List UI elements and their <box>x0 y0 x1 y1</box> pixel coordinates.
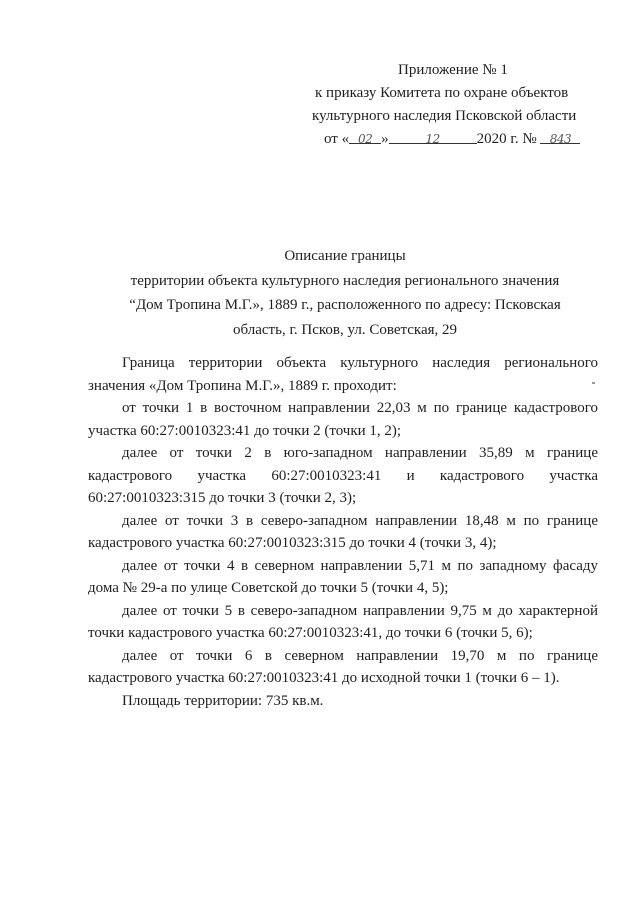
date-day-field <box>349 129 381 144</box>
paragraph-segment-4-5: далее от точки 4 в северном направлении 5,71 м по западному фасаду дома № 29-а по улице Советской до точки 5 (точки 4, 5); <box>88 557 598 596</box>
title-line-4: область, г. Псков, ул. Советская, 29 <box>232 321 457 338</box>
document-title <box>60 244 630 342</box>
title-line-1: Описание границы <box>284 248 406 264</box>
date-day-handwritten: 02 <box>357 132 373 146</box>
appendix-date-line <box>324 129 580 150</box>
document-body <box>88 352 598 712</box>
date-prefix: от « <box>324 131 350 147</box>
date-month-field <box>389 129 477 144</box>
scan-speck <box>592 382 595 384</box>
paragraph-segment-3-4: далее от точки 3 в северо-западном направлении 18,48 м по границе кадастрового участка 60:27:0010323:315 до точки 4 (точки 3, 4); <box>88 512 598 551</box>
title-line-3: “Дом Тропина М.Г.», 1889 г., расположенного по адресу: Псковская <box>129 297 561 313</box>
paragraph-segment-1-2: от точки 1 в восточном направлении 22,03 м по границе кадастрового участка 60:27:0010323:41 до точки 2 (точки 1, 2); <box>88 400 598 439</box>
title-line-2: территории объекта культурного наследия регионального значения <box>130 272 560 289</box>
paragraph-segment-2-3: далее от точки 2 в юго-западном направлении 35,89 м границе кадастрового участка 60:27:0010323:41 и кадастрового участка 60:27:0010323:315 до точки 3 (точки 2, 3); <box>88 445 598 506</box>
paragraph-intro: Граница территории объекта культурного наследия регионального значения «Дом Тропина М.Г.», 1889 г. проходит: <box>88 355 598 394</box>
paragraph-segment-5-6: далее от точки 5 в северо-западном направлении 9,75 м до характерной точки кадастрового участка 60:27:0010323:41, до точки 6 (точки 5, 6); <box>88 602 598 641</box>
date-year-number-label: 2020 г. № <box>476 131 537 147</box>
appendix-committee-line: культурного наследия Псковской области <box>312 108 577 124</box>
paragraph-segment-6-1: далее от точки 6 в северном направлении 19,70 м по границе кадастрового участка 60:27:0010323:41 до исходной точки 1 (точки 6 – 1). <box>88 647 598 686</box>
paragraph-area: Площадь территории: 735 кв.м. <box>122 692 324 709</box>
appendix-title: Приложение № 1 <box>398 62 508 78</box>
date-month-handwritten: 12 <box>425 132 440 146</box>
appendix-order-line: к приказу Комитета по охране объектов <box>315 85 569 101</box>
date-mid: » <box>381 131 389 147</box>
order-number-handwritten: 843 <box>549 132 572 146</box>
order-number-field <box>540 129 580 144</box>
